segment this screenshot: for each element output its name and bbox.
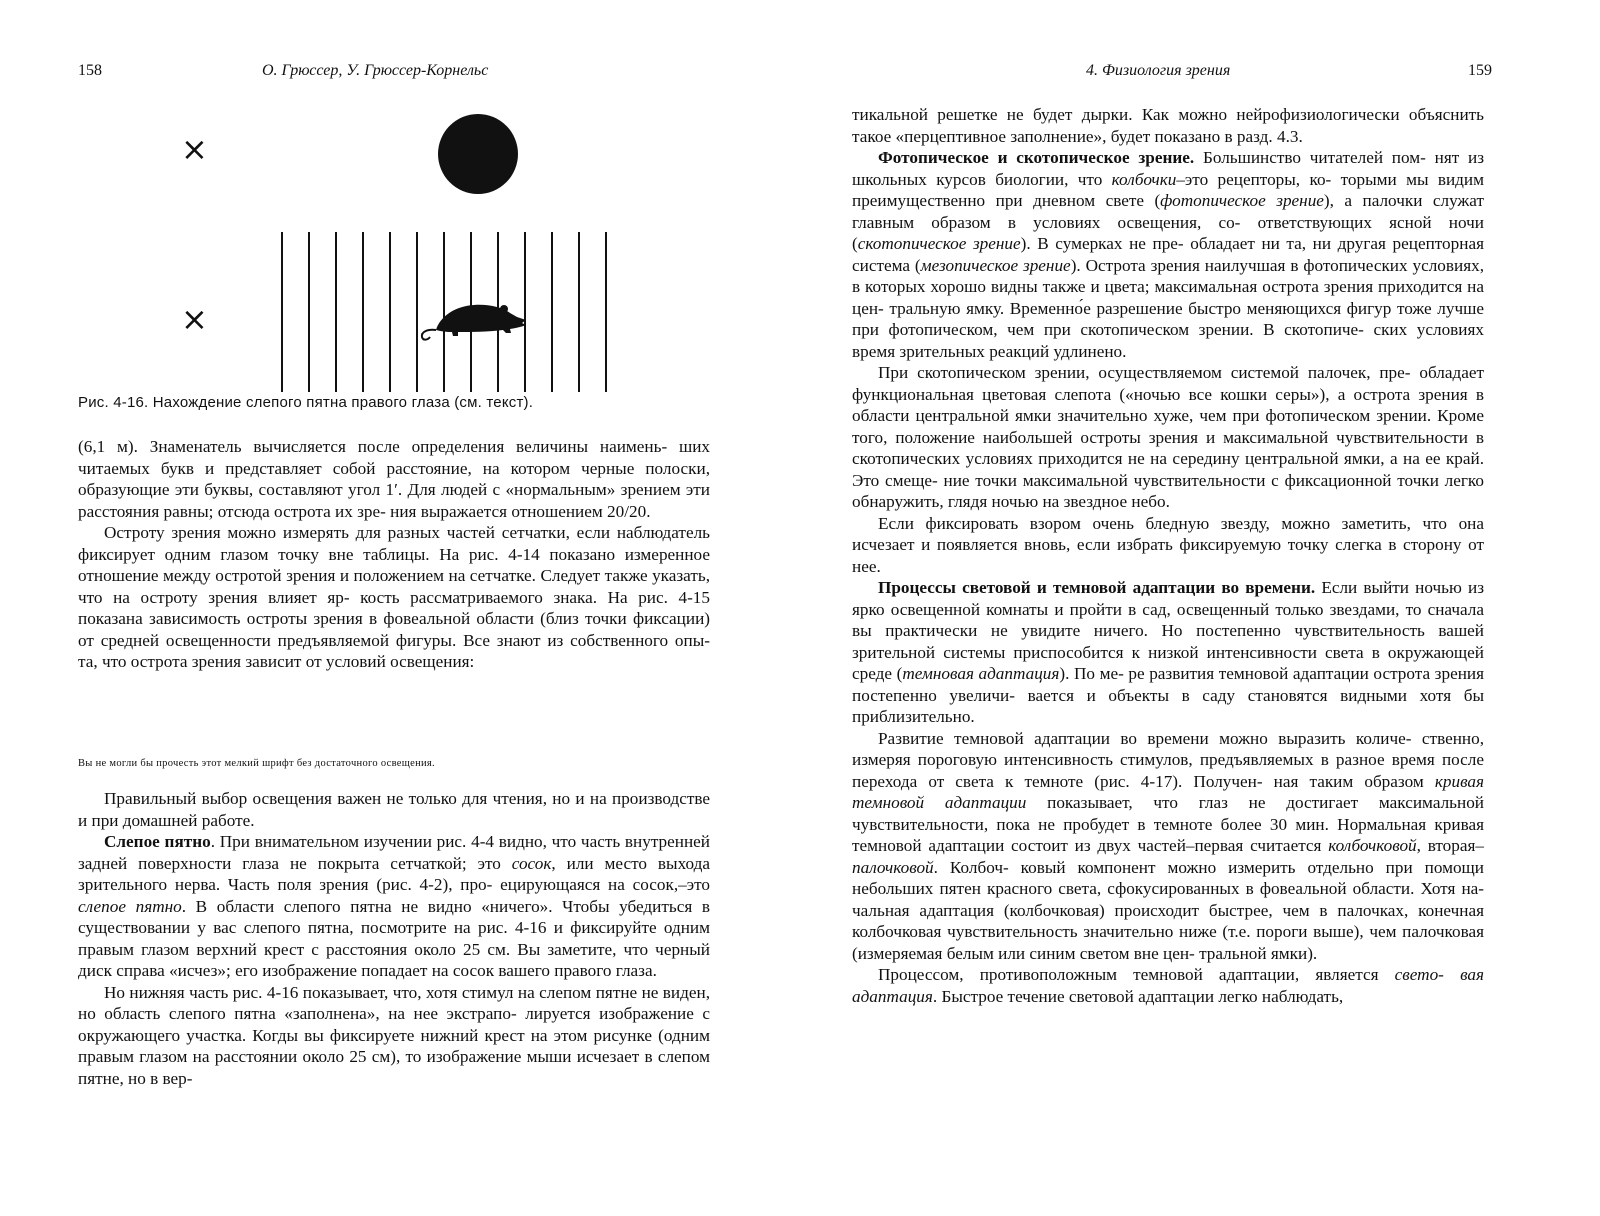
section-heading: Слепое пятно [104,832,211,851]
text-run: ). Острота зрения наилучшая в фотопических условиях, в которых хорошо видны также и цвета; максимальная острота зрения приходится на цен- тральную ямку. Временно́е разрешение быстро меняющихся фигур тоже лучше при фотопическом, чем при скотопическом зрении. В скотопиче- ских условиях время зрительных реакций удлинено. [852,255,1484,361]
text-run: , или место выхода зрительного нерва. Часть поля зрения (рис. 4-2), про- ецирующаяся на сосок,–это [78,853,710,894]
section-heading: Процессы световой и темновой адаптации во времени. [878,578,1316,597]
text-run: . В области слепого пятна не видно «ничего». Чтобы убедиться в существовании у вас слепого пятна, посмотрите на рис. 4-16 и фиксируйте одним правым глазом верхний крест с расстояния около 25 см. Вы заметите, что черный диск справа «исчез»; его изображение попадает на сосок вашего правого глаза. [78,896,710,980]
term: сосок [511,853,552,873]
paragraph-dark-adaptation-curve [852,728,1484,965]
term: колбочковой [1328,836,1417,855]
grating-bar [362,232,364,392]
text-run: ). По ме- ре развития темновой адаптации острота зрения постепенно увеличи- вается и объекты в саду становятся видными хотя бы приблизительно. [852,664,1484,726]
text-run: , вторая– [1416,836,1484,855]
paragraph: Остроту зрения можно измерять для разных частей сетчатки, если наблюдатель фиксирует одним глазом точку вне таблицы. На рис. 4-14 показано измеренное отношение между остротой зрения и положением на сетчатке. Следует также указать, что на остроту зрения влияет яр- кость рассматриваемого знака. На рис. 4-15 показана зависимость остроты зрения в фовеальной области (близ точки фиксации) от средней освещенности предъявляемой фигуры. Все знают из собственного опы- та, что острота зрения зависит от условий освещения: [78,523,710,671]
right-page [800,0,1600,1216]
text-run: Процессом, противоположным темновой адаптации, является [878,965,1395,984]
grating-bar [578,232,580,392]
term: фотопическое зрение [1160,191,1324,210]
right-text [852,104,1484,1007]
figure-caption: Рис. 4-16. Нахождение слепого пятна правого глаза (см. текст). [78,394,534,411]
term: мезопическое зрение [920,255,1071,275]
grating-bar [389,232,391,392]
black-disk [438,114,518,194]
left-text-bottom [78,788,710,1089]
text-run: показывает, что глаз не достигает максимальной чувствительности, пока не пробудет в темноте более 30 мин. Нормальная кривая темновой адаптации состоит из двух частей–первая считается [852,793,1484,855]
fixation-cross-bottom: × [181,300,208,338]
text-run: . Колбоч- ковый компонент можно измерить отдельно при помощи небольших пятен красного света, сфокусированных в фовеальной области. Хотя на- чальная адаптация (колбочковая) происходит быстрее, чем в палочках, конечная колбочковая чувствительность значительно ниже (т.е. пороги выше), чем палочковая (измеряемая белым или синим светом вне цен- тральной ямки). [852,857,1484,963]
mouse-silhouette [418,296,533,346]
text-run: –это рецепторы, ко- торыми мы видим преимущественно при дневном свете ( [852,169,1485,210]
paragraph-light-adaptation [852,964,1484,1007]
text-run: . При внимательном изучении рис. 4-4 видно, что часть внутренней задней поверхности глаза не покрыта сетчаткой; это [78,832,710,873]
section-heading: Фотопическое и скотопическое зрение. [878,148,1195,167]
term: слепое пятно [78,896,182,916]
text-run: Если выйти ночью из ярко освещенной комнаты и пройти в сад, освещенный только звездами, то сначала вы практически не увидите ничего. Но постепенно чувствительность вашей зрительной системы приспособится к низкой интенсивности света в окружающей среде ( [852,578,1484,683]
paragraph-photopic [852,147,1484,362]
text-run: Большинство читателей пом- нят из школьных курсов биологии, что [852,148,1484,189]
running-head-right: 4. Физиология зрения [1086,62,1231,79]
fixation-cross-top: × [181,130,208,168]
grating-bar [308,232,310,392]
paragraph: Правильный выбор освещения важен не только для чтения, но и на производстве и при домашней работе. [78,789,710,830]
figure-4-16 [78,100,718,430]
paragraph: При скотопическом зрении, осуществляемом системой палочек, пре- обладает функциональная цветовая слепота («ночью все кошки серы»), а острота зрения в области центральной ямки значительно хуже, чем при фотопическом зрении. Кроме того, положение наибольшей остроты зрения и максимальной чувствительности в скотопических условиях приходится не на середину центральной ямки, а на ее край. Это смеще- ние точки максимальной чувствительности с фиксационной точки легко обнаружить, глядя ночью на звездное небо. [852,363,1484,511]
small-print-sample: Вы не могли бы прочесть этот мелкий шрифт без достаточного освещения. [78,758,435,769]
term: скотопическое зрение [857,234,1021,253]
text-run: ), а палочки служат главным образом в условиях освещения, со- ответствующих ясной ночи ( [852,191,1485,253]
running-head-left: О. Грюссер, У. Грюссер-Корнельс [262,62,489,79]
paragraph-adaptation [852,577,1484,728]
grating-bar [605,232,607,392]
page-number-left: 158 [78,62,102,79]
paragraph-blind-spot [78,831,710,982]
paragraph: (6,1 м). Знаменатель вычисляется после определения величины наимень- ших читаемых букв и представляет собой расстояние, на котором черные полоски, образующие эти буквы, составляют угол 1′. Для людей с «нормальным» зрением эти расстояния равны; отсюда острота их зре- ния выражается отношением 20/20. [78,437,710,521]
term: кривая темновой адаптации [852,771,1484,812]
paragraph: тикальной решетке не будет дырки. Как можно нейрофизиологически объяснить такое «перцептивное заполнение», будет показано в разд. 4.3. [852,105,1484,146]
term: темновая адаптация [902,664,1060,683]
text-run: Развитие темновой адаптации во времени можно выразить количе- ственно, измеряя пороговую интенсивность стимулов, предъявляемых в разное время после перехода от света к темноте (рис. 4-17). Получен- ная таким образом [852,728,1484,791]
grating-bar [335,232,337,392]
grating-bar [281,232,283,392]
term: свето- вая адаптация [852,965,1484,1006]
paragraph: Но нижняя часть рис. 4-16 показывает, что, хотя стимул на слепом пятне не виден, но область слепого пятна «заполнена», на нее экстрапо- лируется изображение с окружающего участка. Когды вы фиксируете нижний крест на этом рисунке (одним правым глазом на расстоянии около 25 см), то изображение мыши исчезает в слепом пятне, но в вер- [78,982,710,1088]
term: колбочки [1111,169,1177,189]
paragraph: Если фиксировать взором очень бледную звезду, можно заметить, что она исчезает и появляется вновь, если избрать фиксируемую точку слегка в сторону от нее. [852,513,1484,576]
page-number-right: 159 [1468,62,1492,79]
text-run: ). В сумерках не пре- обладает ни та, ни другая рецепторная система ( [852,234,1484,275]
left-text-top [78,436,710,673]
text-run: . Быстрое течение световой адаптации легко наблюдать, [932,986,1344,1006]
grating-bar [551,232,553,392]
term: палочковой [852,857,934,877]
